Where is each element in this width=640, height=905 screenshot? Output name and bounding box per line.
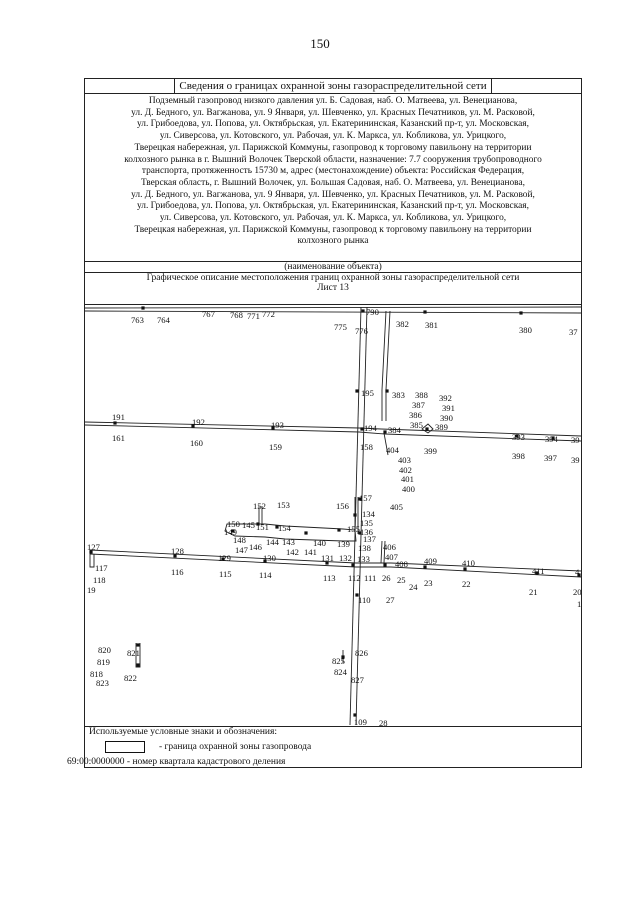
point-label: 114: [259, 570, 272, 580]
point-label: 145: [242, 520, 255, 530]
point-label: 21: [529, 587, 538, 597]
point-label: 386: [409, 410, 422, 420]
point-label: 27: [386, 595, 395, 605]
point-label: 776: [355, 326, 368, 336]
vertex-marker: [355, 389, 358, 392]
point-label: 382: [396, 319, 409, 329]
point-label: 133: [357, 554, 370, 564]
description-line: транспорта, протяженность 15730 м, адрес (местонахождение) объекта: Российская Федерация,: [141, 166, 525, 177]
description-line: ул. Сиверсова, ул. Котовского, ул. Рабочая, ул. К. Маркса, ул. Кобликова, ул. Урицкого,: [159, 213, 507, 224]
point-label: 118: [93, 575, 106, 585]
point-label: 159: [269, 442, 282, 452]
point-label: 391: [442, 403, 455, 413]
point-label: 152: [253, 501, 266, 511]
point-label: 394: [545, 434, 558, 444]
point-label: 136: [360, 527, 373, 537]
vertex-marker: [383, 563, 386, 566]
point-label: 406: [383, 542, 396, 552]
point-label: 146: [249, 542, 262, 552]
point-label: 764: [157, 315, 170, 325]
point-label: 824: [334, 667, 347, 677]
point-label: 147: [235, 545, 248, 555]
point-label: 385: [410, 420, 423, 430]
page-number: 150: [310, 36, 330, 51]
point-label: 400: [402, 484, 415, 494]
legend-title: Используемые условные знаки и обозначения:: [89, 727, 278, 737]
top-boundary-line: [85, 307, 581, 308]
point-label: 128: [171, 546, 184, 556]
lower-horizontal-pipeline: [90, 550, 581, 571]
vertex-marker: [519, 311, 522, 314]
point-label: 140: [313, 538, 326, 548]
vertex-marker: [383, 430, 386, 433]
description-line: ул. Д. Бедного, ул. Вагжанова, ул. 9 Января, ул. Шевченко, ул. Красных Печатников, ул. М. Расковой,: [131, 189, 535, 200]
document-title: Сведения о границах охранной зоны газораспределительной сети: [174, 79, 491, 93]
point-label: 135: [360, 518, 373, 528]
point-label: 129: [218, 553, 231, 563]
point-label: 4: [575, 567, 580, 577]
point-label: 39: [571, 435, 580, 445]
vertex-marker: [337, 528, 340, 531]
cadastral-code: 69:00:0000000: [67, 757, 125, 767]
point-label: 826: [355, 648, 368, 658]
point-label: 411: [532, 566, 545, 576]
document-title-row: [85, 79, 581, 94]
right-branch-line-2: [386, 311, 390, 421]
point-label: 131: [321, 553, 334, 563]
point-label: 763: [131, 315, 144, 325]
point-label: 404: [386, 445, 399, 455]
point-label: 398: [512, 451, 525, 461]
point-label: 111: [364, 573, 377, 583]
point-label: 381: [425, 320, 438, 330]
point-label: 384: [388, 425, 401, 435]
point-label: 1: [577, 599, 581, 609]
point-label: 193: [271, 420, 284, 430]
point-label: 155: [347, 524, 360, 534]
description-line: ул. Сиверсова, ул. Котовского, ул. Рабочая, ул. К. Маркса, ул. Кобликова, ул. Урицкого,: [159, 131, 507, 142]
point-label: 388: [415, 390, 428, 400]
vertex-marker: [353, 513, 356, 516]
point-label: 22: [462, 579, 471, 589]
vertex-marker: [385, 389, 388, 392]
point-label: 827: [351, 675, 364, 685]
point-label: 160: [190, 438, 203, 448]
point-label: 408: [395, 559, 408, 569]
point-label: 23: [424, 578, 433, 588]
vertex-marker: [136, 663, 139, 666]
point-label: 380: [519, 325, 532, 335]
point-label: 156: [336, 501, 349, 511]
point-label: 775: [334, 322, 347, 332]
point-label: 113: [323, 573, 336, 583]
point-label: 132: [339, 553, 352, 563]
point-label: 409: [424, 556, 437, 566]
description-line: колхозного рынка в г. Вышний Волочек Тверской области, назначение: 7.7 сооружения трубопроводного: [124, 154, 542, 165]
vertex-marker: [136, 643, 139, 646]
point-label: 767: [202, 309, 215, 319]
point-label: 157: [359, 493, 372, 503]
point-label: 399: [424, 446, 437, 456]
vertex-marker: [361, 309, 364, 312]
point-label: 115: [219, 569, 232, 579]
object-name-label: (наименование объекта): [85, 262, 581, 273]
point-label: 194: [364, 423, 377, 433]
point-label: 403: [398, 455, 411, 465]
point-label: 383: [392, 390, 405, 400]
point-label: 390: [440, 413, 453, 423]
point-label: 109: [354, 717, 367, 726]
legend: [67, 727, 581, 767]
description-line: ул. Грибоедова, ул. Попова, ул. Октябрьская, ул. Екатерининская, Казанский пр-т, ул. Московская,: [137, 119, 529, 130]
legend-zone-label: - граница охранной зоны газопровода: [159, 742, 312, 752]
description-line: Подземный газопровод низкого давления ул. Б. Садовая, наб. О. Матвеева, ул. Венецианова,: [148, 96, 518, 106]
point-label: 389: [435, 422, 448, 432]
point-label: 24: [409, 582, 418, 592]
point-label: 825: [332, 656, 345, 666]
point-labels: [87, 307, 581, 726]
point-label: 26: [382, 573, 391, 583]
description-line: Тверецкая набережная, ул. Парижской Коммуны, газопровод к торговому павильону на территории: [134, 224, 532, 235]
point-label: 158: [360, 442, 373, 452]
point-label: 191: [112, 412, 125, 422]
upper-horizontal-pipeline: [85, 422, 581, 436]
point-label: 138: [358, 543, 371, 553]
legend-cadastral-item: [67, 757, 285, 767]
point-label: 130: [263, 553, 276, 563]
point-label: 402: [399, 465, 412, 475]
description-line: Тверская область, г. Вышний Волочек, ул. Большая Садовая, наб. О. Матвеева, ул. Венецианова,: [141, 177, 525, 188]
sheet-label: Лист 13: [317, 283, 349, 293]
point-label: 112: [348, 573, 361, 583]
point-label: 37: [569, 327, 578, 337]
point-label: 139: [337, 539, 350, 549]
point-label: 823: [96, 678, 109, 688]
description-line: ул. Грибоедова, ул. Попова, ул. Октябрьская, ул. Екатерининская, Казанский пр-т, ул. Московская,: [137, 201, 529, 212]
vertex-marker: [425, 427, 428, 430]
point-label: 19: [87, 585, 96, 595]
point-label: 150: [227, 519, 240, 529]
cadastral-map: [85, 304, 581, 727]
point-label: 192: [192, 417, 205, 427]
point-label: 821: [127, 648, 140, 658]
point-label: 822: [124, 673, 137, 683]
vertex-marker: [351, 563, 354, 566]
point-label: 28: [379, 718, 388, 726]
zone-boundary-symbol: [105, 741, 145, 753]
point-label: 387: [412, 400, 425, 410]
point-label: 149: [224, 527, 237, 537]
legend-zone-item: [105, 741, 311, 753]
point-label: 161: [112, 433, 125, 443]
point-label: 401: [401, 474, 414, 484]
point-label: 20: [573, 587, 581, 597]
point-label: 116: [171, 567, 184, 577]
point-label: 127: [87, 542, 100, 552]
point-label: 819: [97, 657, 110, 667]
point-label: 144: [266, 537, 279, 547]
description-line: Тверецкая набережная, ул. Парижской Коммуны, газопровод к торговому павильону на территории: [134, 142, 532, 153]
document-frame: [67, 78, 582, 768]
point-label: 818: [90, 669, 103, 679]
point-label: 117: [95, 563, 108, 573]
description-line: ул. Д. Бедного, ул. Вагжанова, ул. 9 Января, ул. Шевченко, ул. Красных Печатников, ул. М. Расковой,: [131, 107, 535, 118]
point-label: 153: [277, 500, 290, 510]
point-label: 25: [397, 575, 406, 585]
point-label: 143: [282, 537, 295, 547]
point-label: 772: [262, 309, 275, 319]
point-label: 397: [544, 453, 557, 463]
vertex-marker: [141, 306, 144, 309]
point-label: 141: [304, 547, 317, 557]
legend-cadastral-label: - номер квартала кадастрового деления: [126, 757, 286, 767]
point-label: 410: [462, 558, 475, 568]
point-label: 405: [390, 502, 403, 512]
point-label: 771: [247, 311, 260, 321]
point-label: 110: [358, 595, 371, 605]
point-label: 393: [512, 432, 525, 442]
point-label: 137: [363, 534, 376, 544]
point-label: 148: [233, 535, 246, 545]
point-label: 151: [256, 522, 269, 532]
point-label: 790: [366, 307, 379, 317]
point-label: 407: [385, 552, 398, 562]
point-label: 142: [286, 547, 299, 557]
right-branch-line: [382, 311, 386, 421]
point-label: 154: [278, 523, 291, 533]
object-description: [85, 94, 581, 262]
point-label: 39: [571, 455, 580, 465]
vertex-marker: [304, 531, 307, 534]
map-drawing: [85, 305, 581, 726]
graphic-description-title: Графическое описание местоположения границ охранной зоны газораспределительной сети: [146, 273, 520, 283]
point-label: 392: [439, 393, 452, 403]
point-label: 134: [362, 509, 375, 519]
point-label: 195: [361, 388, 374, 398]
vertex-marker: [423, 310, 426, 313]
point-label: 820: [98, 645, 111, 655]
top-boundary-line-2: [85, 311, 581, 313]
description-line: колхозного рынка: [297, 236, 369, 247]
point-label: 768: [230, 310, 243, 320]
